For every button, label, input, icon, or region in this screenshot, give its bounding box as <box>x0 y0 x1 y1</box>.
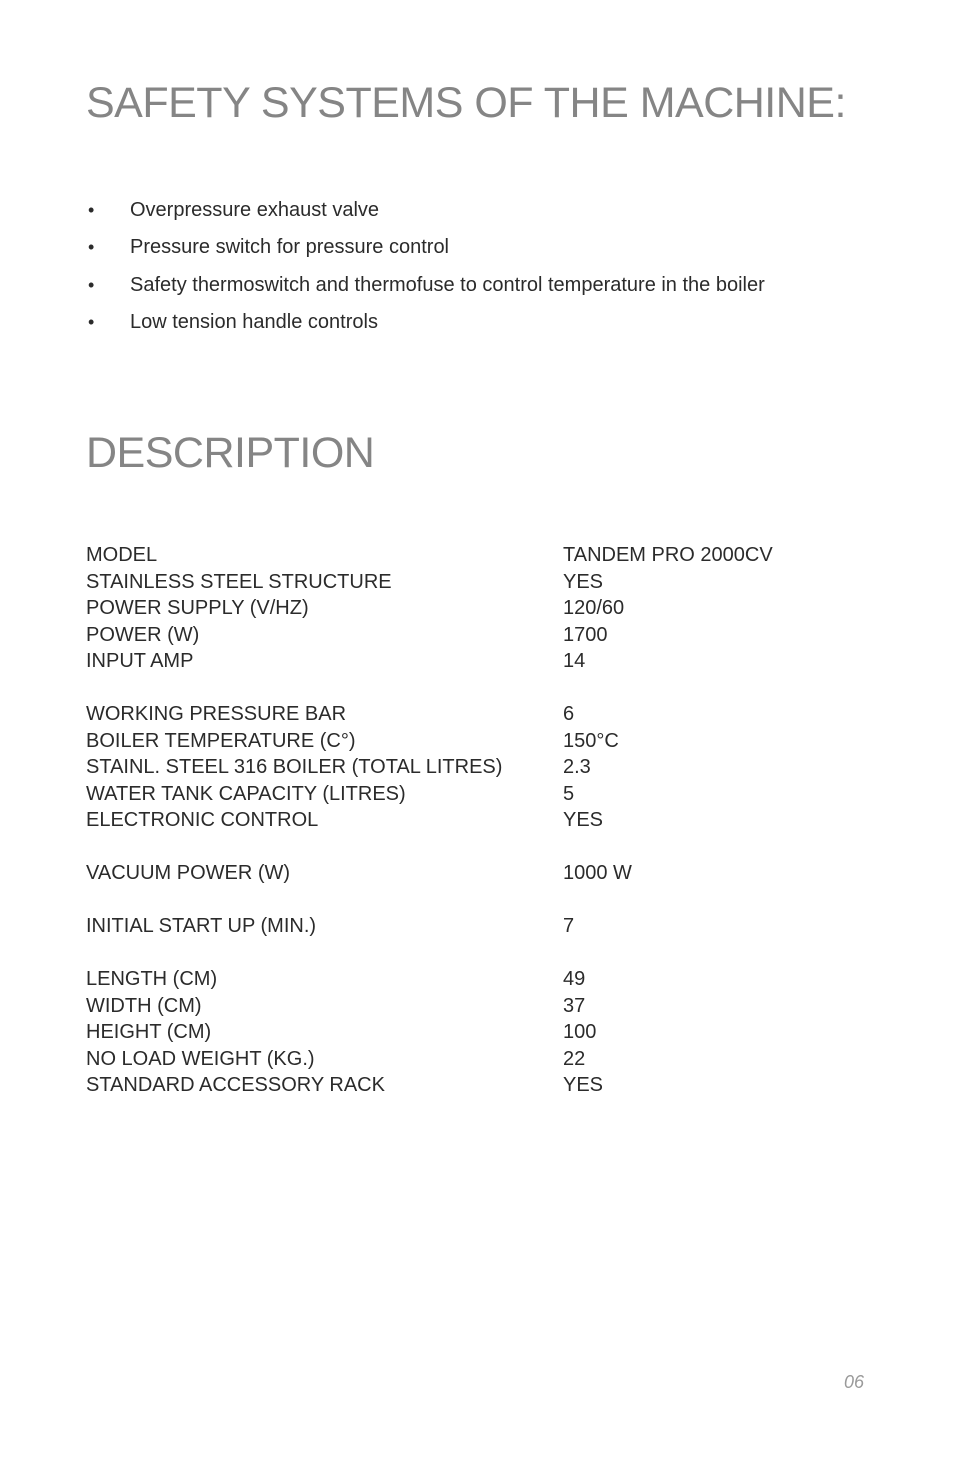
bullet-dot-icon: • <box>88 274 95 295</box>
spec-group <box>86 860 846 887</box>
spec-label: WORKING PRESSURE BAR <box>86 703 347 725</box>
spec-row <box>86 781 846 808</box>
safety-item-text: Safety thermoswitch and thermofuse to control temperature in the boiler <box>130 273 765 296</box>
spec-row <box>86 966 846 993</box>
spec-row <box>86 569 846 596</box>
safety-section-title: SAFETY SYSTEMS OF THE MACHINE: <box>86 79 846 127</box>
spec-label: HEIGHT (CM) <box>86 1021 212 1043</box>
safety-item-text: Pressure switch for pressure control <box>130 236 450 259</box>
spec-label: ELECTRONIC CONTROL <box>86 809 319 831</box>
spec-label: MODEL <box>86 544 158 566</box>
bullet-dot-icon: • <box>88 200 95 220</box>
spec-value: YES <box>563 1074 604 1096</box>
spec-label: STAINL. STEEL 316 BOILER (TOTAL LITRES) <box>86 756 503 778</box>
spec-row <box>86 728 846 755</box>
spec-group <box>86 913 846 940</box>
safety-item-text: Overpressure exhaust valve <box>130 199 380 221</box>
spec-row <box>86 913 846 940</box>
spec-row <box>86 807 846 834</box>
spec-value: 120/60 <box>563 597 625 619</box>
spec-group <box>86 542 846 675</box>
spec-value: 6 <box>563 703 575 725</box>
spec-label: WATER TANK CAPACITY (LITRES) <box>86 782 406 805</box>
specifications-table <box>86 542 846 1125</box>
page-number: 06 <box>844 1372 865 1392</box>
spec-row <box>86 1046 846 1073</box>
spec-group <box>86 966 846 1099</box>
spec-group <box>86 701 846 834</box>
spec-value: 5 <box>563 782 575 805</box>
spec-value: 14 <box>563 650 586 672</box>
spec-value: 150°C <box>563 729 619 752</box>
spec-value: TANDEM PRO 2000CV <box>563 544 773 566</box>
spec-label: BOILER TEMPERATURE (C°) <box>86 729 356 752</box>
spec-value: 1700 <box>563 623 608 646</box>
spec-value: 100 <box>563 1021 597 1043</box>
spec-value: YES <box>563 570 604 593</box>
spec-label: INPUT AMP <box>86 650 194 672</box>
spec-label: INITIAL START UP (MIN.) <box>86 915 317 937</box>
spec-value: 37 <box>563 994 586 1017</box>
spec-value: 49 <box>563 968 586 990</box>
safety-item-text: Low tension handle controls <box>130 310 378 333</box>
spec-label: NO LOAD WEIGHT (KG.) <box>86 1047 315 1070</box>
spec-row <box>86 701 846 728</box>
spec-row <box>86 542 846 569</box>
spec-row <box>86 754 846 781</box>
spec-label: WIDTH (CM) <box>86 994 202 1017</box>
spec-row <box>86 993 846 1020</box>
spec-value: 7 <box>563 915 575 937</box>
spec-label: POWER SUPPLY (V/HZ) <box>86 597 309 619</box>
spec-row <box>86 648 846 675</box>
spec-value: 22 <box>563 1047 586 1070</box>
bullet-dot-icon: • <box>88 311 95 332</box>
spec-row <box>86 860 846 887</box>
spec-label: STAINLESS STEEL STRUCTURE <box>86 570 392 593</box>
spec-value: YES <box>563 809 604 831</box>
spec-label: STANDARD ACCESSORY RACK <box>86 1074 385 1096</box>
spec-label: LENGTH (CM) <box>86 968 218 990</box>
spec-row <box>86 622 846 649</box>
spec-row <box>86 595 846 622</box>
spec-value: 1000 W <box>563 862 632 884</box>
bullet-dot-icon: • <box>88 237 95 258</box>
spec-value: 2.3 <box>563 756 591 778</box>
spec-row <box>86 1072 846 1099</box>
description-section-title: DESCRIPTION <box>86 429 375 477</box>
spec-label: POWER (W) <box>86 623 200 646</box>
spec-label: VACUUM POWER (W) <box>86 862 291 884</box>
spec-row <box>86 1019 846 1046</box>
